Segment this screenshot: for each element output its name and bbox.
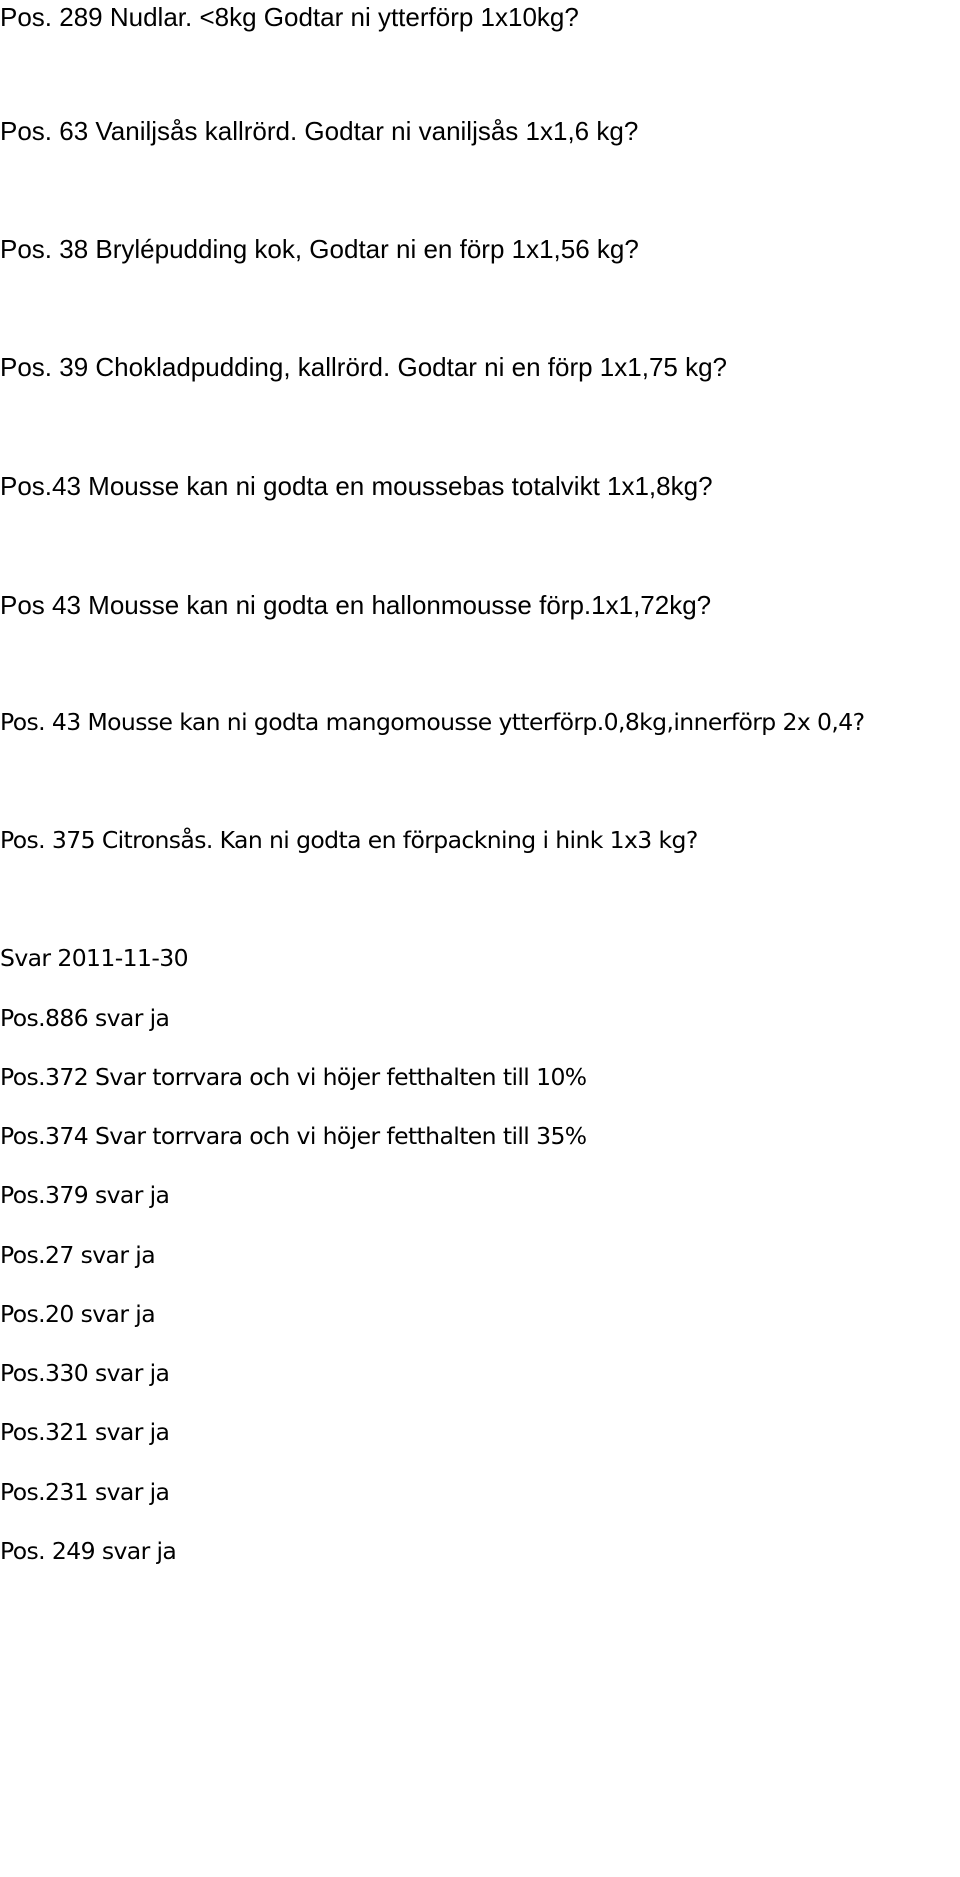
answer-line: Pos.231 svar ja — [0, 1478, 170, 1506]
question-line: Pos. 375 Citronsås. Kan ni godta en förpackning i hink 1x3 kg? — [0, 826, 698, 854]
answer-line: Pos. 249 svar ja — [0, 1537, 177, 1565]
answer-line: Pos.372 Svar torrvara och vi höjer fetthalten till 10% — [0, 1063, 587, 1091]
question-line: Pos.43 Mousse kan ni godta en moussebas totalvikt 1x1,8kg? — [0, 471, 713, 501]
answer-line: Pos.379 svar ja — [0, 1181, 170, 1209]
answer-line: Pos.20 svar ja — [0, 1300, 156, 1328]
question-line: Pos. 63 Vaniljsås kallrörd. Godtar ni vaniljsås 1x1,6 kg? — [0, 116, 639, 146]
question-line: Pos. 38 Brylépudding kok, Godtar ni en förp 1x1,56 kg? — [0, 234, 639, 264]
answers-heading: Svar 2011-11-30 — [0, 944, 188, 972]
question-line: Pos. 289 Nudlar. <8kg Godtar ni ytterförp 1x10kg? — [0, 2, 579, 32]
question-line: Pos 43 Mousse kan ni godta en hallonmousse förp.1x1,72kg? — [0, 590, 712, 620]
question-line: Pos. 39 Chokladpudding, kallrörd. Godtar ni en förp 1x1,75 kg? — [0, 352, 728, 382]
answer-line: Pos.886 svar ja — [0, 1004, 170, 1032]
answer-line: Pos.374 Svar torrvara och vi höjer fetthalten till 35% — [0, 1122, 587, 1150]
answer-line: Pos.321 svar ja — [0, 1418, 170, 1446]
answer-line: Pos.27 svar ja — [0, 1241, 156, 1269]
answer-line: Pos.330 svar ja — [0, 1359, 170, 1387]
question-line: Pos. 43 Mousse kan ni godta mangomousse ytterförp.0,8kg,innerförp 2x 0,4? — [0, 708, 865, 736]
